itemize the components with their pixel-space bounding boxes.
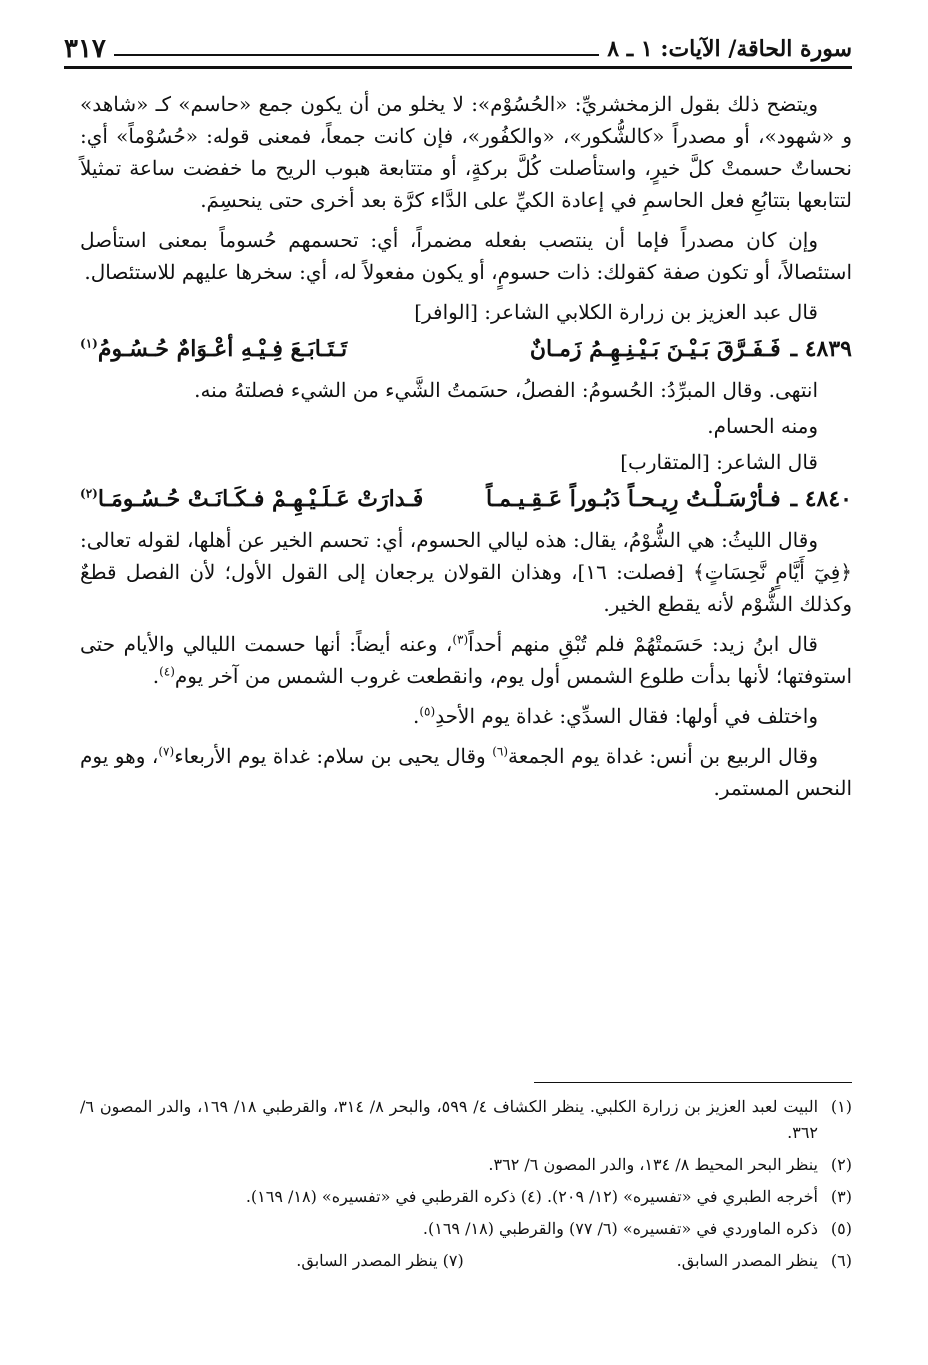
running-header bbox=[64, 26, 852, 69]
paragraph-3: قال عبد العزيز بن زرارة الكلابي الشاعر: [الوافر] bbox=[414, 300, 818, 324]
footnote-3-4 bbox=[80, 1184, 852, 1210]
verse-number: ٤٨٣٩ ـ bbox=[790, 336, 852, 362]
footnote-ref[interactable]: (٦) bbox=[492, 744, 509, 759]
footnote-5 bbox=[80, 1216, 852, 1242]
footnote-text: البيت لعبد العزيز بن زرارة الكلبي. ينظر الكشاف ٤/ ٥٩٩، والبحر ٨/ ٣١٤، والقرطبي ١٨/ ١٦٩، والدر المصون ٦/ ٣٦٢. bbox=[80, 1097, 819, 1142]
paragraph-7: وقال الليثُ: هي الشُّوْمُ، يقال: هذه ليالي الحسوم، أي: تحسم الخير عن أهلها، لقوله تعالى: ﴿فِيٓ أَيَّامٍ نَّحِسَاتٍ﴾ [فصلت: ١٦]، وهذان القولان يرجعان إلى القول الأول؛ لأن الفصل قطعٌ وكذلك الشُّوْم لأنه يقطع الخير. bbox=[80, 528, 852, 616]
paragraph-8 bbox=[80, 628, 852, 692]
footnote-6-7 bbox=[80, 1248, 852, 1274]
header-rule bbox=[114, 54, 599, 56]
paragraph-9 bbox=[80, 700, 852, 732]
footnote-text: ينظر المصدر السابق. bbox=[676, 1251, 818, 1270]
footnote-ref[interactable]: (٣) bbox=[452, 632, 469, 647]
footnote-text: (٧) ينظر المصدر السابق. bbox=[296, 1251, 464, 1270]
footnote-text: ذكره الماوردي في «تفسيره» (٦/ ٧٧) والقرطبي (١٨/ ١٦٩). bbox=[422, 1219, 818, 1238]
verse-number: ٤٨٤٠ ـ bbox=[790, 486, 852, 512]
paragraph-10 bbox=[80, 740, 852, 804]
verse-second-text: تَـتَـابَـعَ فِـيْـهِ أعْـوَامٌ حُـسُـومُ bbox=[97, 336, 348, 362]
paragraph-6: قال الشاعر: [المتقارب] bbox=[620, 450, 818, 474]
text-run: وقال يحيى بن سلام: غداة يوم الأربعاء bbox=[174, 744, 493, 768]
text-run: . bbox=[152, 664, 160, 688]
paragraph-4: انتهى. وقال المبرِّدُ: الحُسومُ: الفصلُ، حسَمتُ الشَّيء من الشيء فصلتهُ منه. bbox=[194, 378, 818, 402]
text-run: واختلف في أولها: فقال السدِّي: غداة يوم الأحدِ bbox=[435, 704, 818, 728]
text-run: ، وهو يوم النحس المستمر. bbox=[80, 744, 852, 800]
header-title: سورة الحاقة/ الآيات: ١ ـ ٨ bbox=[607, 36, 852, 62]
verse-second-hemistich bbox=[80, 332, 430, 366]
text-run: ، وعنه أيضاً: أنها حسمت الليالي والأيام حتى استوفتها؛ لأنها بدأت طلوع الشمس أول يوم، وانقطعت غروب الشمس من آخر يوم bbox=[80, 632, 852, 688]
verse-4839 bbox=[80, 332, 852, 366]
verse-first-hemistich: فَـفَـرَّقَ بَـيْـنَ بَـيْـنِـهِـمُ زَمـانٌ bbox=[529, 336, 781, 362]
verse-second-text: فَـدارَتْ عَـلَـيْـهِـمْ فـكَـانَـتْ حُـسُـومَـا bbox=[97, 486, 424, 512]
paragraph-5: ومنه الحسام. bbox=[707, 414, 818, 438]
footnote-number: (٢) bbox=[830, 1155, 852, 1174]
verse-4840 bbox=[80, 482, 852, 516]
footnote-number: (١) bbox=[830, 1097, 852, 1116]
verse-first-hemistich: فـأرْسَـلْـتُ رِيـحـاً دَبُـوراً عَـقِـيـمـاً bbox=[486, 486, 781, 512]
footnote-text: ينظر البحر المحيط ٨/ ١٣٤، والدر المصون ٦/ ٣٦٢. bbox=[488, 1155, 818, 1174]
footnote-ref[interactable]: (٤) bbox=[159, 664, 175, 679]
text-run: قال ابنُ زيد: حَسَمتْهُمْ فلم تُبْقِ منهم أحداً bbox=[468, 632, 818, 656]
footnote-1 bbox=[80, 1094, 852, 1146]
text-run: وقال الربيع بن أنس: غداة يوم الجمعة bbox=[508, 744, 818, 768]
footnote-separator bbox=[534, 1082, 852, 1083]
footnote-number: (٦) bbox=[830, 1251, 852, 1270]
footnote-number: (٥) bbox=[830, 1219, 852, 1238]
footnote-ref[interactable]: (٧) bbox=[158, 744, 175, 759]
main-text bbox=[80, 88, 852, 812]
verse-second-hemistich bbox=[80, 482, 430, 516]
page-number: ٣١٧ bbox=[64, 34, 106, 64]
footnote-number: (٣) bbox=[830, 1187, 852, 1206]
footnote-2 bbox=[80, 1152, 852, 1178]
paragraph-2: وإن كان مصدراً فإما أن ينتصب بفعله مضمراً، أي: تحسمهم حُسوماً بمعنى استأصل استئصالاً، أو تكون صفة كقولك: ذات حسومٍ، أو يكون مفعولاً له، أي: سخرها عليهم للاستئصال. bbox=[80, 228, 852, 284]
text-run: . bbox=[413, 704, 420, 728]
paragraph-1: ويتضح ذلك بقول الزمخشريِّ: «الحُسُوْم»: لا يخلو من أن يكون جمع «حاسم» كـ «شاهد» و «شهود»، أو مصدراً «كالشُّكور»، «والكفُور»، فإن كانت جمعاً، فمعنى قوله: «حُسُوْماً» أي: نحساتٌ حسمتْ كلَّ خيرٍ، واستأصلت كُلَّ بركةٍ، أو متتابعة هبوب الريح ما خفضت ساعة تمثيلاً لتتابعها بتتابُعِ فعل الحاسمِ في إعادة الكيِّ على الدَّاء كرَّة بعد أخرى حتى ينحسِمَ. bbox=[80, 92, 852, 212]
footnotes bbox=[80, 1094, 852, 1280]
footnote-ref[interactable]: (١) bbox=[80, 336, 98, 351]
footnote-ref[interactable]: (٥) bbox=[419, 704, 436, 719]
footnote-ref[interactable]: (٢) bbox=[80, 486, 98, 501]
footnote-text: أخرجه الطبري في «تفسيره» (١٢/ ٢٠٩). (٤) ذكره القرطبي في «تفسيره» (١٨/ ١٦٩). bbox=[245, 1187, 818, 1206]
